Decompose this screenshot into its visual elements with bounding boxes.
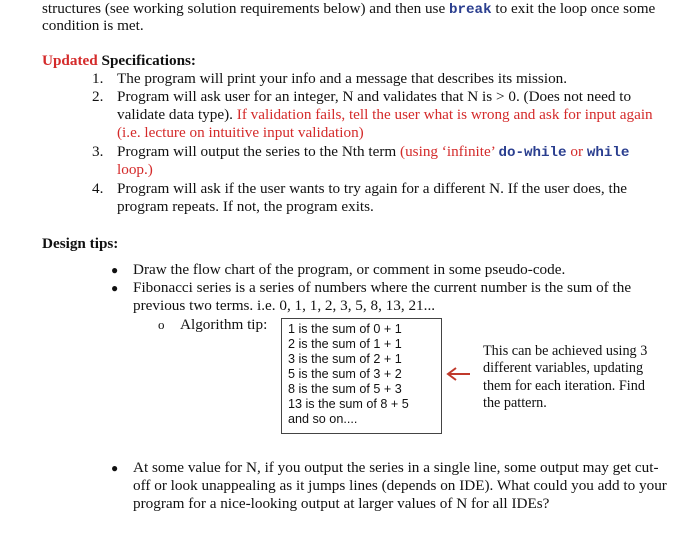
spec-number-4: 4. [92, 180, 104, 197]
algorithm-line: 2 is the sum of 1 + 1 [288, 337, 402, 351]
spec-number-1: 1. [92, 70, 104, 87]
spec-item-3-line-2: loop.) [117, 161, 153, 178]
or-text: or [566, 143, 587, 160]
spec-item-1: The program will print your info and a message that describes its mission. [117, 70, 568, 87]
loop-note: (using ‘infinite’ [400, 143, 499, 160]
design-tip-flowchart: Draw the flow chart of the program, or comment in some pseudo-code. [133, 261, 566, 278]
spec-number-2: 2. [92, 88, 104, 105]
algorithm-tip-label: Algorithm tip: [180, 316, 268, 333]
do-while-keyword: do-while [498, 145, 567, 161]
intro-line-2: condition is met. [42, 17, 144, 34]
updated-label: Updated [42, 52, 98, 69]
spec-number-3: 3. [92, 143, 104, 160]
algorithm-line: and so on.... [288, 412, 358, 426]
algorithm-line: 1 is the sum of 0 + 1 [288, 322, 402, 336]
left-arrow-icon [446, 366, 472, 382]
design-tip-fibonacci-line-2: previous two terms. i.e. 0, 1, 1, 2, 3, 5, 8, 13, 21... [133, 297, 436, 314]
design-tip-fibonacci-line-1: Fibonacci series is a series of numbers where the current number is the sum of the [133, 279, 632, 296]
intro-text-end: to exit the loop once some [491, 0, 656, 17]
spec-item-2-line-3: (i.e. lecture on intuitive input validation) [117, 124, 364, 141]
algorithm-note-line-3: them for each iteration. Find [483, 378, 645, 394]
design-tip-output-line-2: off or look unappealing as it jumps lines (depends on IDE). What could you add to your [133, 477, 667, 494]
spec-item-2-line-1: Program will ask user for an integer, N and validates that N is > 0. (Does not need to [117, 88, 632, 105]
spec-item-3-line-1 [117, 143, 629, 162]
algorithm-note-line-2: different variables, updating [483, 360, 644, 376]
while-keyword: while [586, 145, 630, 161]
bullet-icon: ● [111, 263, 119, 277]
break-keyword: break [449, 2, 492, 18]
spec-item-3-text: Program will output the series to the Nth term [117, 143, 401, 160]
design-tip-output-line-1: At some value for N, if you output the series in a single line, some output may get cut- [133, 459, 659, 476]
algorithm-line: 5 is the sum of 3 + 2 [288, 367, 402, 381]
spec-item-2-line-2 [117, 106, 653, 124]
algorithm-line: 3 is the sum of 2 + 1 [288, 352, 402, 366]
algorithm-note-line-1: This can be achieved using 3 [483, 343, 648, 359]
validation-fail-note: If validation fails, tell the user what is wrong and ask for input again [236, 106, 653, 123]
algorithm-line: 13 is the sum of 8 + 5 [288, 397, 409, 411]
specifications-label: Specifications: [97, 52, 196, 69]
spec-item-4-line-2: program repeats. If not, the program exits. [117, 198, 374, 215]
design-tips-heading: Design tips: [42, 235, 119, 252]
intro-text: structures (see working solution requirements below) and then use [42, 0, 450, 17]
specifications-heading [42, 52, 196, 70]
algorithm-note-line-4: the pattern. [483, 395, 547, 411]
sub-bullet-icon: o [158, 317, 165, 332]
spec-item-4-line-1: Program will ask if the user wants to try again for a different N. If the user does, the [117, 180, 628, 197]
bullet-icon: ● [111, 461, 119, 475]
algorithm-tip-box [281, 318, 442, 434]
bullet-icon: ● [111, 281, 119, 295]
spec-item-2-text: validate data type). [117, 106, 237, 123]
design-tip-output-line-3: program for a nice-looking output at larger values of N for all IDEs? [133, 495, 550, 512]
algorithm-line: 8 is the sum of 5 + 3 [288, 382, 402, 396]
